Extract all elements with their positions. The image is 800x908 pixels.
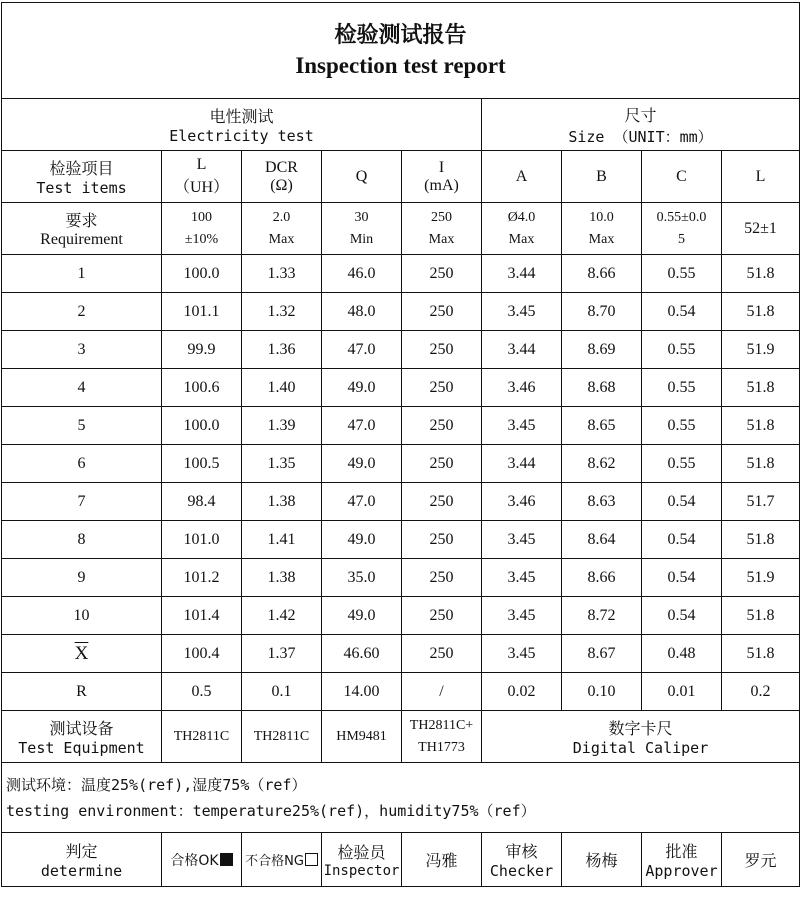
table-row bbox=[2, 521, 800, 559]
header-q: Q bbox=[322, 151, 402, 203]
mean-a: 3.45 bbox=[482, 635, 562, 673]
cell-a: 3.45 bbox=[482, 597, 562, 635]
cell-l: 101.4 bbox=[162, 597, 242, 635]
checked-box-icon[interactable] bbox=[220, 853, 233, 866]
header-test-items-en: Test items bbox=[36, 179, 127, 197]
column-header-row bbox=[2, 151, 800, 203]
unchecked-box-icon[interactable] bbox=[305, 853, 318, 866]
cell-a: 3.46 bbox=[482, 483, 562, 521]
requirement-i-bottom: Max bbox=[428, 231, 455, 247]
cell-size-l: 51.8 bbox=[722, 597, 800, 635]
cell-b: 8.66 bbox=[562, 255, 642, 293]
equipment-label-en: Test Equipment bbox=[18, 739, 145, 757]
equipment-dcr: TH2811C bbox=[242, 711, 322, 763]
cell-q: 35.0 bbox=[322, 559, 402, 597]
row-number: 10 bbox=[2, 597, 162, 635]
cell-b: 8.63 bbox=[562, 483, 642, 521]
requirement-q-bottom: Min bbox=[349, 231, 374, 247]
cell-q: 47.0 bbox=[322, 407, 402, 445]
approver-en: Approver bbox=[645, 862, 718, 880]
mean-i: 250 bbox=[402, 635, 482, 673]
cell-c: 0.54 bbox=[642, 559, 722, 597]
requirement-label-cn: 要求 bbox=[65, 211, 98, 230]
table-row bbox=[2, 559, 800, 597]
row-number: 7 bbox=[2, 483, 162, 521]
mean-b: 8.67 bbox=[562, 635, 642, 673]
cell-size-l: 51.8 bbox=[722, 407, 800, 445]
cell-q: 47.0 bbox=[322, 483, 402, 521]
cell-i: 250 bbox=[402, 331, 482, 369]
cell-a: 3.45 bbox=[482, 559, 562, 597]
cell-c: 0.55 bbox=[642, 407, 722, 445]
cell-a: 3.45 bbox=[482, 521, 562, 559]
cell-b: 8.64 bbox=[562, 521, 642, 559]
cell-l: 100.6 bbox=[162, 369, 242, 407]
row-number: 1 bbox=[2, 255, 162, 293]
table-row bbox=[2, 293, 800, 331]
equipment-size bbox=[482, 711, 800, 763]
equipment-q: HM9481 bbox=[322, 711, 402, 763]
cell-size-l: 51.8 bbox=[722, 445, 800, 483]
header-dcr-top: DCR bbox=[265, 158, 298, 176]
header-l bbox=[162, 151, 242, 203]
cell-i: 250 bbox=[402, 597, 482, 635]
equipment-label bbox=[2, 711, 162, 763]
cell-q: 48.0 bbox=[322, 293, 402, 331]
inspection-report bbox=[1, 2, 799, 904]
cell-b: 8.69 bbox=[562, 331, 642, 369]
table-row bbox=[2, 407, 800, 445]
cell-dcr: 1.32 bbox=[242, 293, 322, 331]
cell-b: 8.62 bbox=[562, 445, 642, 483]
mean-q: 46.60 bbox=[322, 635, 402, 673]
requirement-c-bottom: 5 bbox=[678, 231, 685, 247]
determine-label bbox=[2, 833, 162, 887]
table-row bbox=[2, 445, 800, 483]
range-q: 14.00 bbox=[322, 673, 402, 711]
cell-a: 3.46 bbox=[482, 369, 562, 407]
cell-c: 0.55 bbox=[642, 255, 722, 293]
group-header-row bbox=[2, 99, 800, 151]
row-number: 8 bbox=[2, 521, 162, 559]
mean-row bbox=[2, 635, 800, 673]
header-dcr bbox=[242, 151, 322, 203]
report-table bbox=[1, 2, 800, 887]
row-number: 9 bbox=[2, 559, 162, 597]
title-cn: 检验测试报告 bbox=[334, 22, 467, 48]
cell-l: 100.0 bbox=[162, 407, 242, 445]
mean-c: 0.48 bbox=[642, 635, 722, 673]
environment-en: testing environment：temperature25%(ref)，humidity75%（ref） bbox=[6, 801, 536, 820]
cell-c: 0.55 bbox=[642, 369, 722, 407]
cell-dcr: 1.35 bbox=[242, 445, 322, 483]
cell-dcr: 1.41 bbox=[242, 521, 322, 559]
cell-dcr: 1.36 bbox=[242, 331, 322, 369]
checker-label bbox=[482, 833, 562, 887]
signature-row bbox=[2, 833, 800, 887]
cell-i: 250 bbox=[402, 559, 482, 597]
table-row bbox=[2, 597, 800, 635]
electric-group-en: Electricity test bbox=[169, 127, 314, 145]
cell-dcr: 1.33 bbox=[242, 255, 322, 293]
approver-cn: 批准 bbox=[665, 842, 698, 861]
cell-a: 3.45 bbox=[482, 407, 562, 445]
cell-i: 250 bbox=[402, 369, 482, 407]
cell-a: 3.44 bbox=[482, 331, 562, 369]
size-group-header bbox=[482, 99, 800, 151]
size-group-en: Size （UNIT：mm） bbox=[568, 127, 713, 146]
cell-l: 101.0 bbox=[162, 521, 242, 559]
ng-option[interactable] bbox=[242, 833, 322, 887]
cell-size-l: 51.7 bbox=[722, 483, 800, 521]
cell-size-l: 51.8 bbox=[722, 369, 800, 407]
header-l-top: L bbox=[196, 156, 207, 173]
row-number: 3 bbox=[2, 331, 162, 369]
determine-en: determine bbox=[40, 862, 123, 880]
requirement-b-bottom: Max bbox=[588, 231, 615, 247]
cell-c: 0.55 bbox=[642, 445, 722, 483]
cell-i: 250 bbox=[402, 255, 482, 293]
cell-a: 3.44 bbox=[482, 255, 562, 293]
requirement-label-en: Requirement bbox=[40, 231, 123, 248]
header-a: A bbox=[482, 151, 562, 203]
cell-dcr: 1.38 bbox=[242, 483, 322, 521]
header-test-items-cn: 检验项目 bbox=[49, 159, 114, 178]
cell-i: 250 bbox=[402, 521, 482, 559]
equipment-i-top: TH2811C+ bbox=[409, 717, 474, 733]
environment-cn: 测试环境：温度25%(ref),湿度75%（ref） bbox=[6, 775, 307, 794]
cell-q: 46.0 bbox=[322, 255, 402, 293]
requirement-q bbox=[322, 203, 402, 255]
range-b: 0.10 bbox=[562, 673, 642, 711]
requirement-l bbox=[162, 203, 242, 255]
cell-size-l: 51.9 bbox=[722, 331, 800, 369]
x-bar-symbol: $\overline{X}$ bbox=[74, 642, 89, 664]
cell-c: 0.54 bbox=[642, 597, 722, 635]
cell-l: 98.4 bbox=[162, 483, 242, 521]
header-b: B bbox=[562, 151, 642, 203]
table-row bbox=[2, 369, 800, 407]
cell-l: 99.9 bbox=[162, 331, 242, 369]
cell-l: 101.1 bbox=[162, 293, 242, 331]
cell-b: 8.72 bbox=[562, 597, 642, 635]
title-row bbox=[2, 3, 800, 99]
requirement-c-top: 0.55±0.0 bbox=[656, 209, 707, 225]
equipment-label-cn: 测试设备 bbox=[49, 719, 114, 738]
cell-c: 0.54 bbox=[642, 293, 722, 331]
requirement-a bbox=[482, 203, 562, 255]
requirement-dcr-top: 2.0 bbox=[272, 209, 291, 225]
row-number: 2 bbox=[2, 293, 162, 331]
header-test-items bbox=[2, 151, 162, 203]
requirement-l-top: 100 bbox=[191, 209, 212, 225]
header-dcr-unit: (Ω) bbox=[270, 176, 293, 194]
inspector-en: Inspector bbox=[323, 863, 400, 879]
inspector-name: 冯雅 bbox=[402, 833, 482, 887]
requirement-a-top: Ø4.0 bbox=[507, 209, 536, 225]
range-row bbox=[2, 673, 800, 711]
equipment-i bbox=[402, 711, 482, 763]
header-i-unit: (mA) bbox=[424, 176, 459, 194]
range-label: R bbox=[2, 673, 162, 711]
mean-size-l: 51.8 bbox=[722, 635, 800, 673]
range-i: / bbox=[402, 673, 482, 711]
ng-label: 不合格NG bbox=[245, 854, 304, 869]
cell-q: 47.0 bbox=[322, 331, 402, 369]
equipment-size-cn: 数字卡尺 bbox=[608, 719, 673, 738]
requirement-dcr bbox=[242, 203, 322, 255]
header-size-l: L bbox=[722, 151, 800, 203]
cell-dcr: 1.39 bbox=[242, 407, 322, 445]
equipment-i-bottom: TH1773 bbox=[418, 739, 465, 755]
cell-a: 3.44 bbox=[482, 445, 562, 483]
requirement-i-top: 250 bbox=[431, 209, 452, 225]
inspector-cn: 检验员 bbox=[337, 843, 386, 862]
cell-q: 49.0 bbox=[322, 445, 402, 483]
cell-c: 0.54 bbox=[642, 483, 722, 521]
mean-label bbox=[2, 635, 162, 673]
cell-i: 250 bbox=[402, 445, 482, 483]
cell-i: 250 bbox=[402, 407, 482, 445]
cell-c: 0.55 bbox=[642, 331, 722, 369]
cell-b: 8.65 bbox=[562, 407, 642, 445]
electric-group-header bbox=[2, 99, 482, 151]
header-l-unit: （UH） bbox=[173, 179, 230, 196]
requirement-dcr-bottom: Max bbox=[268, 231, 295, 247]
requirement-label bbox=[2, 203, 162, 255]
cell-dcr: 1.38 bbox=[242, 559, 322, 597]
cell-size-l: 51.8 bbox=[722, 293, 800, 331]
cell-c: 0.54 bbox=[642, 521, 722, 559]
cell-dcr: 1.42 bbox=[242, 597, 322, 635]
cell-q: 49.0 bbox=[322, 369, 402, 407]
checker-name: 杨梅 bbox=[562, 833, 642, 887]
mean-dcr: 1.37 bbox=[242, 635, 322, 673]
cell-q: 49.0 bbox=[322, 521, 402, 559]
cell-l: 101.2 bbox=[162, 559, 242, 597]
cell-b: 8.68 bbox=[562, 369, 642, 407]
mean-l: 100.4 bbox=[162, 635, 242, 673]
cell-a: 3.45 bbox=[482, 293, 562, 331]
cell-dcr: 1.40 bbox=[242, 369, 322, 407]
range-dcr: 0.1 bbox=[242, 673, 322, 711]
range-l: 0.5 bbox=[162, 673, 242, 711]
header-c: C bbox=[642, 151, 722, 203]
environment-cell bbox=[2, 763, 800, 833]
checker-cn: 审核 bbox=[505, 842, 538, 861]
cell-size-l: 51.9 bbox=[722, 559, 800, 597]
cell-l: 100.0 bbox=[162, 255, 242, 293]
equipment-size-en: Digital Caliper bbox=[572, 739, 709, 757]
requirement-size-l: 52±1 bbox=[722, 203, 800, 255]
ok-option[interactable] bbox=[162, 833, 242, 887]
cell-b: 8.70 bbox=[562, 293, 642, 331]
cell-size-l: 51.8 bbox=[722, 255, 800, 293]
determine-cn: 判定 bbox=[65, 842, 98, 861]
approver-name: 罗元 bbox=[722, 833, 800, 887]
row-number: 6 bbox=[2, 445, 162, 483]
table-row bbox=[2, 483, 800, 521]
range-a: 0.02 bbox=[482, 673, 562, 711]
size-group-cn: 尺寸 bbox=[624, 105, 657, 125]
requirement-row bbox=[2, 203, 800, 255]
cell-size-l: 51.8 bbox=[722, 521, 800, 559]
cell-q: 49.0 bbox=[322, 597, 402, 635]
cell-b: 8.66 bbox=[562, 559, 642, 597]
cell-i: 250 bbox=[402, 483, 482, 521]
equipment-l: TH2811C bbox=[162, 711, 242, 763]
requirement-c bbox=[642, 203, 722, 255]
range-size-l: 0.2 bbox=[722, 673, 800, 711]
ok-label: 合格OK bbox=[170, 852, 219, 869]
environment-row bbox=[2, 763, 800, 833]
requirement-l-bottom: ±10% bbox=[184, 231, 219, 247]
requirement-b-top: 10.0 bbox=[589, 209, 614, 225]
checker-en: Checker bbox=[489, 862, 554, 880]
cell-i: 250 bbox=[402, 293, 482, 331]
requirement-a-bottom: Max bbox=[508, 231, 535, 247]
header-i-top: I bbox=[438, 158, 445, 176]
table-row bbox=[2, 255, 800, 293]
requirement-i bbox=[402, 203, 482, 255]
report-title bbox=[2, 3, 800, 99]
header-i bbox=[402, 151, 482, 203]
row-number: 4 bbox=[2, 369, 162, 407]
requirement-b bbox=[562, 203, 642, 255]
inspector-label bbox=[322, 833, 402, 887]
requirement-q-top: 30 bbox=[354, 209, 369, 225]
approver-label bbox=[642, 833, 722, 887]
table-row bbox=[2, 331, 800, 369]
cell-l: 100.5 bbox=[162, 445, 242, 483]
range-c: 0.01 bbox=[642, 673, 722, 711]
row-number: 5 bbox=[2, 407, 162, 445]
title-en: Inspection test report bbox=[295, 52, 506, 78]
electric-group-cn: 电性测试 bbox=[209, 107, 274, 126]
equipment-row bbox=[2, 711, 800, 763]
